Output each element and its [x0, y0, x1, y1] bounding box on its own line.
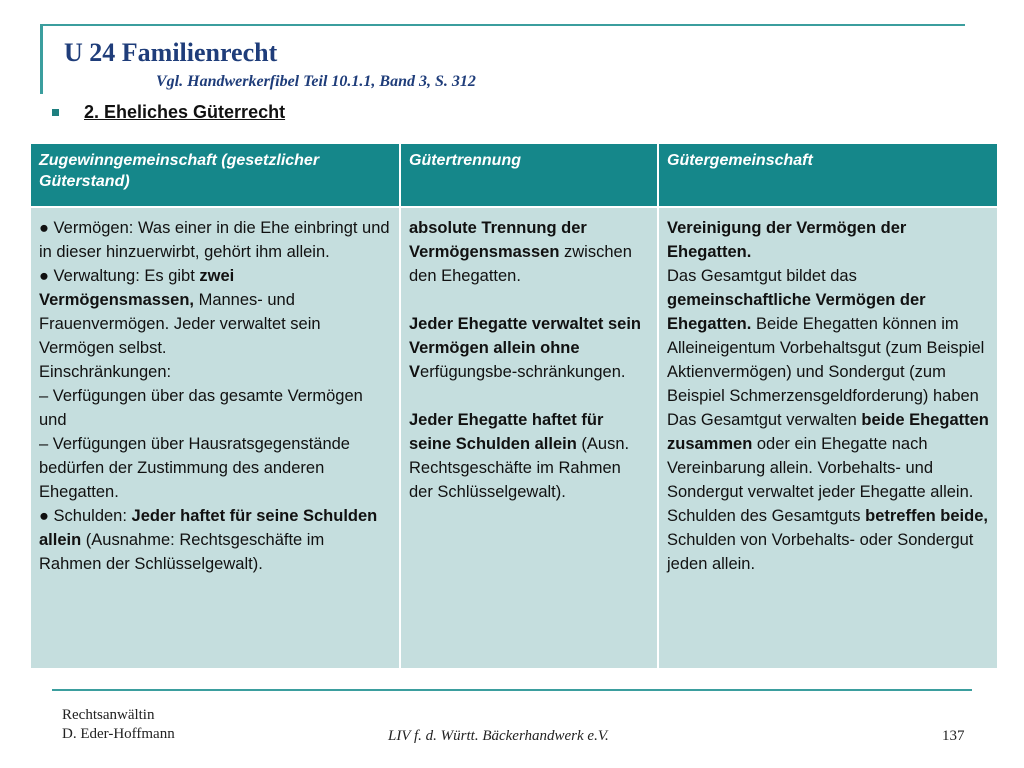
text-verwaltung-b: Mannes- und Frauenvermögen. Jeder verwaltet sein Vermögen selbst. — [39, 291, 321, 357]
bold-gemeinschaftliches-vermoegen: gemeinschaftliche Vermögen der Ehegatten. — [667, 291, 926, 333]
bold-zwei-vermoegensmassen: zwei Vermögensmassen, — [39, 267, 235, 309]
paragraph-vermoegen — [39, 216, 391, 264]
gueterrecht-table — [29, 142, 999, 670]
footer-rule — [52, 689, 972, 691]
footer-author — [62, 706, 175, 744]
text-vermoegen: Was einer in die Ehe einbringt und in dieser hinzuerwirbt, gehört ihm allein. — [39, 219, 390, 261]
paragraph-gesamtgut — [667, 264, 989, 576]
text-gesamtgut-c: oder ein Ehegatte nach Vereinbarung allein. Vorbehalts- und Sondergut verwaltet jeder Ehegatte allein. Schulden des Gesamtguts — [667, 435, 974, 525]
restriction-item-1: – Verfügungen über das gesamte Vermögen und — [39, 387, 363, 429]
bold-beide-zusammen: beide Ehegatten zusammen — [667, 411, 989, 453]
cell-guetertrennung — [400, 207, 658, 669]
table-row — [30, 207, 998, 669]
page-number: 137 — [942, 728, 965, 744]
bold-absolute-trennung: absolute Trennung der Vermögensmassen — [409, 219, 587, 261]
text-zustimmung: bedürfen der Zustimmung des anderen Ehegatten. — [39, 459, 325, 501]
label-schulden: Schulden: — [48, 507, 132, 525]
bold-jeder-verwaltet: Jeder Ehegatte verwaltet sein Vermögen allein ohne V — [409, 315, 642, 381]
text-gesamtgut-d: Schulden von Vorbehalts- oder Sondergut jeden allein. — [667, 531, 974, 573]
header-zugewinngemeinschaft: Zugewinngemeinschaft (gesetzlicher Güterstand) — [30, 143, 400, 207]
slide-subtitle: Vgl. Handwerkerfibel Teil 10.1.1, Band 3, S. 312 — [156, 73, 476, 90]
header-guetertrennung: Gütertrennung — [400, 143, 658, 207]
paragraph-vereinigung — [667, 216, 989, 264]
header-guetergemeinschaft: Gütergemeinschaft — [658, 143, 998, 207]
bold-betreffen-beide: betreffen beide, — [865, 507, 988, 525]
paragraph-haftung-trennung — [409, 408, 649, 504]
restriction-item-2: – Verfügungen über Hausratsgegenstände — [39, 435, 350, 453]
label-vermoegen: Vermögen: — [48, 219, 138, 237]
text-verwaltung-a: Es gibt — [144, 267, 200, 285]
paragraph-verwaltung — [39, 264, 391, 360]
text-trennung: zwischen den Ehegatten. — [409, 243, 632, 285]
table-header-row — [30, 143, 998, 207]
footer-author-title: Rechtsanwältin — [62, 707, 155, 723]
cell-zugewinngemeinschaft — [30, 207, 400, 669]
bullet-icon: ● — [39, 507, 49, 525]
text-verfuegungsbeschraenkungen: erfügungsbe-schränkungen. — [420, 363, 626, 381]
label-verwaltung: Verwaltung: — [48, 267, 145, 285]
title-frame-left-rule — [40, 26, 43, 94]
text-gesamtgut-a: Das Gesamtgut bildet das — [667, 267, 857, 285]
bullet-icon: ● — [39, 267, 49, 285]
paragraph-schulden — [39, 504, 391, 576]
square-bullet-icon — [52, 109, 59, 116]
paragraph-verwaltung-trennung — [409, 312, 649, 384]
title-frame-top-rule — [40, 24, 965, 26]
paragraph-trennung — [409, 216, 649, 288]
text-schulden: (Ausnahme: Rechtsgeschäfte im Rahmen der Schlüsselgewalt). — [39, 531, 325, 573]
bold-jeder-haftet-trennung: Jeder Ehegatte haftet für seine Schulden allein — [409, 411, 604, 453]
bold-vereinigung: Vereinigung der Vermögen der Ehegatten. — [667, 219, 907, 261]
text-gesamtgut-b: Beide Ehegatten können im Alleineigentum Vorbehaltsgut (zum Beispiel Aktienvermögen) und Sondergut (zum Beispiel Schmerzensgeldforderung) haben Das Gesamtgut verwalten — [667, 315, 985, 429]
footer-organization: LIV f. d. Württ. Bäckerhandwerk e.V. — [388, 728, 609, 744]
footer-author-name: D. Eder-Hoffmann — [62, 726, 175, 742]
slide-title: U 24 Familienrecht — [64, 38, 278, 67]
text-ausnahme-trennung: (Ausn. Rechtsgeschäfte im Rahmen der Schlüsselgewalt). — [409, 435, 630, 501]
cell-guetergemeinschaft — [658, 207, 998, 669]
bold-jeder-haftet: Jeder haftet für seine Schulden allein — [39, 507, 378, 549]
label-einschraenkungen: Einschränkungen: — [39, 363, 172, 381]
bullet-icon: ● — [39, 219, 49, 237]
section-heading: 2. Eheliches Güterrecht — [84, 102, 286, 122]
